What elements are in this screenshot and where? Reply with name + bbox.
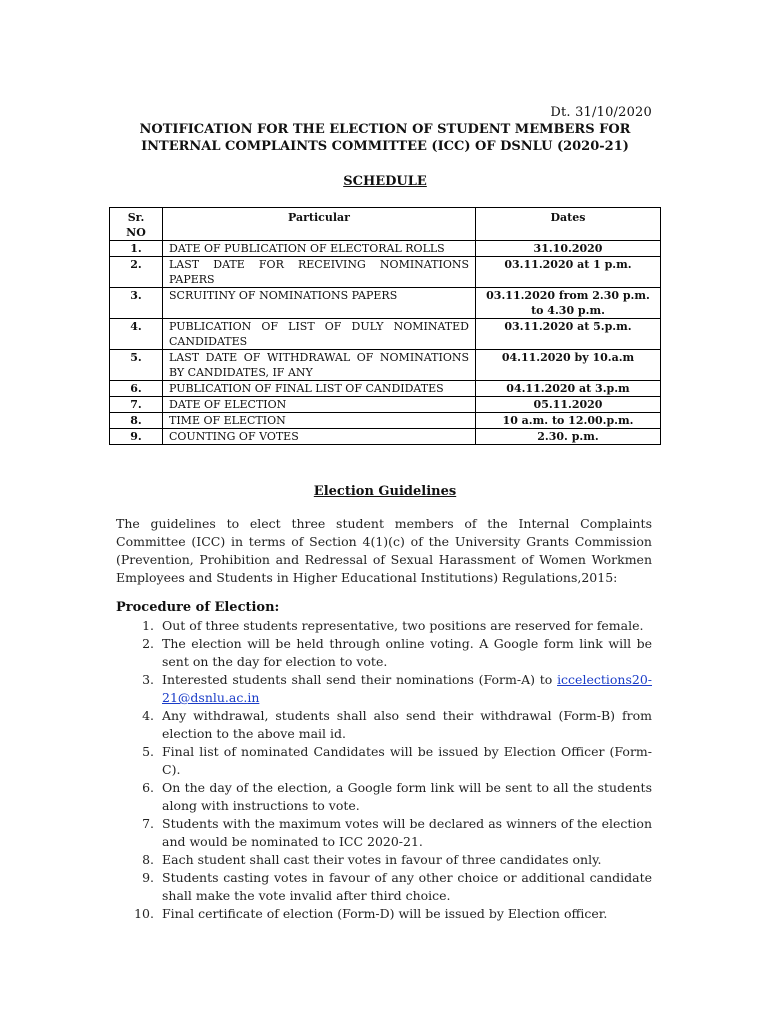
- step-number: 7.: [142, 816, 154, 831]
- table-row: [110, 350, 661, 381]
- step-text: Any withdrawal, students shall also send their withdrawal (Form-B) from election to the above mail id.: [162, 708, 652, 741]
- guidelines-intro: The guidelines to elect three student members of the Internal Complaints Committee (ICC) in terms of Section 4(1)(c) of the University Grants Commission (Prevention, Prohibition and Redressal of Sexual Harassment of Women Workmen Employees and Students in Higher Educational Institutions) Regulations,2015:: [116, 516, 652, 585]
- date-cell: 31.10.2020: [476, 241, 661, 257]
- notification-title: NOTIFICATION FOR THE ELECTION OF STUDENT MEMBERS FOR INTERNAL COMPLAINTS COMMITTEE (ICC) OF DSNLU (2020-21): [139, 122, 631, 154]
- step-text: The election will be held through online voting. A Google form link will be sent on the day for election to vote.: [162, 636, 652, 669]
- particular-cell: DATE OF ELECTION: [163, 397, 476, 413]
- sr-cell: 3.: [110, 288, 163, 319]
- date-cell: 05.11.2020: [476, 397, 661, 413]
- sr-cell: 4.: [110, 319, 163, 350]
- schedule-heading: SCHEDULE: [343, 174, 427, 189]
- particular-cell: TIME OF ELECTION: [163, 413, 476, 429]
- column-header-dates: Dates: [476, 208, 661, 241]
- particular-cell: LAST DATE FOR RECEIVING NOMINATIONS PAPERS: [163, 257, 476, 288]
- sr-cell: 6.: [110, 381, 163, 397]
- step-number: 4.: [142, 708, 154, 723]
- step-number: 10.: [134, 906, 154, 921]
- date-cell: 03.11.2020 at 1 p.m.: [476, 257, 661, 288]
- schedule-body: [110, 241, 661, 445]
- column-header-particular: Particular: [163, 208, 476, 241]
- column-header-sr: Sr. NO: [110, 208, 163, 241]
- particular-cell: DATE OF PUBLICATION OF ELECTORAL ROLLS: [163, 241, 476, 257]
- particular-cell: COUNTING OF VOTES: [163, 429, 476, 445]
- step-text: [162, 671, 652, 707]
- table-row: [110, 397, 661, 413]
- date-cell: 03.11.2020 at 5.p.m.: [476, 319, 661, 350]
- step-number: 2.: [142, 636, 154, 651]
- date-cell: 04.11.2020 at 3.p.m: [476, 381, 661, 397]
- procedure-heading: Procedure of Election:: [116, 600, 280, 615]
- step-text: Each student shall cast their votes in favour of three candidates only.: [162, 852, 602, 867]
- date-cell: 10 a.m. to 12.00.p.m.: [476, 413, 661, 429]
- table-row: [110, 288, 661, 319]
- sr-cell: 5.: [110, 350, 163, 381]
- step-number: 8.: [142, 852, 154, 867]
- schedule-table: [109, 207, 661, 445]
- sr-cell: 9.: [110, 429, 163, 445]
- sr-cell: 1.: [110, 241, 163, 257]
- date-cell: 03.11.2020 from 2.30 p.m. to 4.30 p.m.: [476, 288, 661, 319]
- list-item: [116, 869, 652, 905]
- date-cell: 2.30. p.m.: [476, 429, 661, 445]
- particular-cell: PUBLICATION OF LIST OF DULY NOMINATED CANDIDATES: [163, 319, 476, 350]
- schedule-header-row: [110, 208, 661, 241]
- sr-cell: 2.: [110, 257, 163, 288]
- step-number: 6.: [142, 780, 154, 795]
- table-row: [110, 413, 661, 429]
- list-item: [116, 851, 652, 869]
- email-link[interactable]: iccelections20-21@dsnlu.ac.in: [162, 672, 652, 705]
- list-item: [116, 779, 652, 815]
- sr-cell: 8.: [110, 413, 163, 429]
- list-item: [116, 743, 652, 779]
- list-item: [116, 635, 652, 671]
- particular-cell: LAST DATE OF WITHDRAWAL OF NOMINATIONS BY CANDIDATES, IF ANY: [163, 350, 476, 381]
- list-item: [116, 617, 652, 635]
- step-text-before-email: Interested students shall send their nominations (Form-A) to: [162, 672, 558, 687]
- list-item: [116, 905, 652, 923]
- step-number: 5.: [142, 744, 154, 759]
- step-text: Final list of nominated Candidates will be issued by Election Officer (Form-C).: [162, 744, 652, 777]
- table-row: [110, 241, 661, 257]
- step-number: 9.: [142, 870, 154, 885]
- table-row: [110, 319, 661, 350]
- step-number: 1.: [142, 618, 154, 633]
- guidelines-heading: Election Guidelines: [313, 484, 457, 499]
- table-row: [110, 429, 661, 445]
- step-number: 3.: [142, 672, 154, 687]
- date-cell: 04.11.2020 by 10.a.m: [476, 350, 661, 381]
- step-text: Out of three students representative, two positions are reserved for female.: [162, 618, 644, 633]
- procedure-list: [116, 617, 652, 923]
- particular-cell: SCRUITINY OF NOMINATIONS PAPERS: [163, 288, 476, 319]
- table-row: [110, 381, 661, 397]
- step-text: On the day of the election, a Google form link will be sent to all the students along with instructions to vote.: [162, 780, 652, 813]
- list-item: [116, 671, 652, 707]
- step-text: Final certificate of election (Form-D) will be issued by Election officer.: [162, 906, 608, 921]
- table-row: [110, 257, 661, 288]
- document-date: Dt. 31/10/2020: [550, 105, 652, 120]
- step-text: Students casting votes in favour of any other choice or additional candidate shall make the vote invalid after third choice.: [162, 870, 652, 903]
- particular-cell: PUBLICATION OF FINAL LIST OF CANDIDATES: [163, 381, 476, 397]
- list-item: [116, 815, 652, 851]
- step-text: Students with the maximum votes will be declared as winners of the election and would be nominated to ICC 2020-21.: [162, 816, 652, 849]
- sr-cell: 7.: [110, 397, 163, 413]
- list-item: [116, 707, 652, 743]
